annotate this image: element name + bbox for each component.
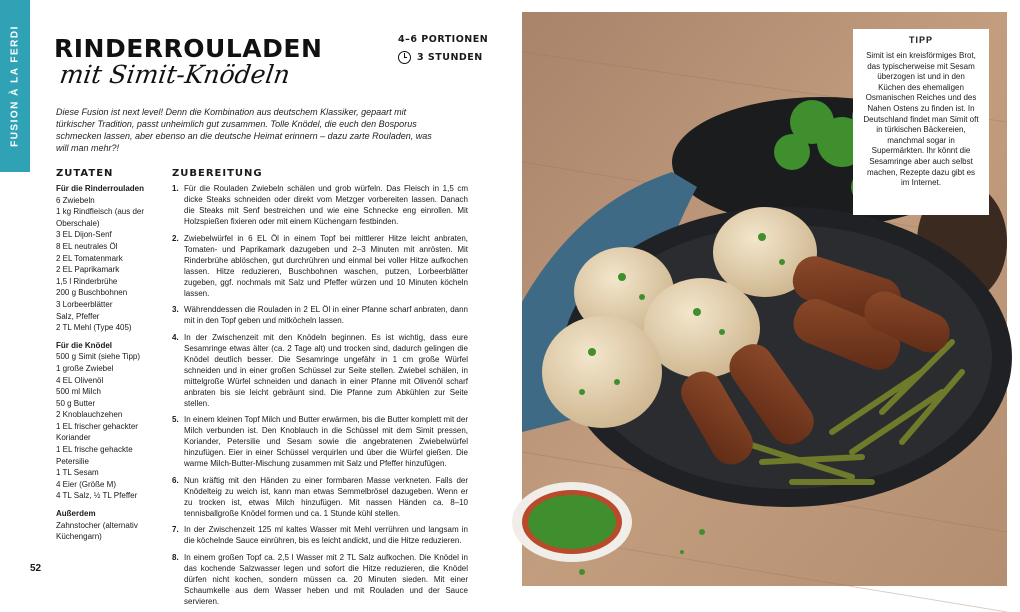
ingredient-item: 2 EL Tomatenmark [56,253,123,263]
time-label: 3 STUNDEN [417,51,483,63]
step-number: 5. [172,415,179,424]
ingredient-item: 1 TL Sesam [56,468,99,478]
ingredient-item: 1 große Zwiebel [56,363,114,373]
preparation-step [172,552,468,607]
chopped-parsley [528,495,616,549]
page-number: 52 [30,563,42,574]
ingredient-item: 200 g Buschbohnen [56,288,128,298]
recipe-title: RINDERROULADEN [54,34,323,63]
clock-icon [398,51,411,64]
intro-text: Diese Fusion ist next level! Denn die Kombination aus deutschem Klassiker, gepaart mit türkischer Tradition, passt unheimlich gut zusammen. Tolle Knödel, die euch den Bosporus schmecken lassen, aber ebenso an die deutsche Heimat erinnern – dazu zarte Rouladen, was will man mehr?! [56,107,432,153]
ingredient-item: 6 Zwiebeln [56,195,95,205]
step-text: In der Zwischenzeit 125 ml kaltes Wasser mit Mehl verrühren und langsam in die köchelnde Sauce einrühren, bis es leicht andickt, und die Hitze reduzieren. [184,525,468,545]
step-number: 7. [172,525,179,534]
ingredient-item: 2 Knoblauchzehen [56,410,123,420]
step-number: 1. [172,184,179,193]
step-text: Währenddessen die Rouladen in 2 EL Öl in einer Pfanne scharf anbraten, dann mit in den Topf geben und mitköcheln lassen. [184,305,468,325]
chapter-tab-label: FUSION À LA FERDI [9,25,21,147]
ingredient-item: 3 Lorbeerblätter [56,299,113,309]
preparation-step [172,332,468,409]
ingredient-item: 50 g Butter [56,398,96,408]
left-page [0,0,510,606]
preparation-step [172,304,468,326]
step-text: In einem großen Topf ca. 2,5 l Wasser mit 2 TL Salz aufkochen. Die Knödel in das kochende Salzwasser legen und sofort die Hitze reduzieren, die Knödel dürfen nicht kochen, sondern müssen ca. 20 Minuten sieden. Mit einer Schaumkelle aus dem Wasser heben und mit Rouladen und der Sauce servieren. [184,552,468,606]
ingredient-item: 1 EL frische gehackte Petersilie [56,445,133,466]
portions-label: 4–6 PORTIONEN [398,33,489,45]
ingredient-item: Zahnstocher (alternativ Küchengarn) [56,520,138,542]
ingredient-group-title: Außerdem [56,509,96,519]
preparation-step [172,524,468,546]
step-number: 6. [172,475,179,485]
step-number: 3. [172,305,179,314]
ingredient-group-title: Für die Knödel [56,340,112,350]
preparation-step [172,233,468,299]
ingredient-group-title: Für die Rinderrouladen [56,184,145,193]
recipe-meta [398,30,488,66]
preparation-step [172,475,468,519]
step-text: Zwiebelwürfel in 6 EL Öl in einem Topf bei mittlerer Hitze leicht anbraten, Tomaten- und Paprikamark dazugeben und 2–3 Minuten mit anrösten. Mit Rinderbrühe ablöschen, gut durchrühren und einmal bei voller Hitze aufkochen lassen. Hitze reduzieren, Buschbohnen waschen, putzen, Lorbeerblätter zugeben, ggf. nochmals mit Salz und Pfeffer würzen und 10 Minuten köcheln lassen. [184,233,468,298]
ingredients-list [56,183,164,543]
ingredient-item: 8 EL neutrales Öl [56,241,118,251]
preparation-step [172,414,468,469]
ingredient-item: 4 Eier (Größe M) [56,479,117,489]
ingredient-item: 3 EL Dijon-Senf [56,230,112,240]
step-text: Für die Rouladen Zwiebeln schälen und grob würfeln. Das Fleisch in 1,5 cm dicke Steaks schneiden oder direkt vom Metzger vorbereiten lassen. Danach die Steaks mit Senf bestreichen und wie eine Schnecke eng einrollen. Mit Holzspießen fixieren oder mit einem Küchengarn festbinden. [184,184,468,226]
time-row [398,48,488,66]
ingredient-item: 2 EL Paprikamark [56,265,120,275]
portions-row [398,30,488,48]
step-number: 2. [172,233,179,243]
step-text: In der Zwischenzeit mit den Knödeln beginnen. Es ist wichtig, dass eure Sesamringe etwas älter (ca. 2 Tage alt) und trocken sind, dadurch gelingen die Knödel deutlich besser. Die Sesamringe ungefähr in 1 cm große Würfel schneiden und in einer großen Schüssel zur Seite stellen. Zwiebel schälen, in mittelgroße Würfel schneiden und danach in einer Pfanne mit Olivenöl scharf anbraten bis sie leicht gebräunt sind. Die Pfanne zum Abkühlen zur Seite stellen. [184,332,468,408]
ingredient-item: 1 EL frischer gehackter Koriander [56,421,138,443]
ingredient-item: 2 TL Mehl (Type 405) [56,323,132,333]
step-number: 8. [172,552,179,562]
ingredient-item: 500 ml Milch [56,387,101,397]
step-text: Nun kräftig mit den Händen zu einer formbaren Masse verkneten. Falls der Knödelteig zu weich ist, kann man etwas Semmelbrösel dazugeben. Wenn er zu trocken ist, etwas Milch hinzufügen. Mit nassen Händen ca. 8–10 tennisballgroße Knödel formen und ca. 1 Stunde kühl stellen. [184,475,468,518]
preparation-step [172,183,468,227]
ingredient-item: 1,5 l Rinderbrühe [56,276,118,286]
step-number: 4. [172,332,179,342]
chapter-tab [0,0,30,172]
ingredient-item: 500 g Simit (siehe Tipp) [56,352,141,362]
tip-box [853,29,989,215]
preparation-heading: ZUBEREITUNG [172,168,263,179]
preparation-steps [172,183,468,612]
ingredient-item: 1 kg Rindfleisch (aus der Oberschale) [56,207,145,228]
tip-text: Simit ist ein kreisförmiges Brot, das typischerweise mit Sesam überzogen ist und in den Küchen des ehemaligen Osmanischen Reiches und des Nahen Ostens zu finden ist. In Deutschland findet man Simit oft in türkischen Bäckereien, manchmal sogar in Supermärkten. Ihr könnt die Sesamringe aber auch selbst machen, Rezepte dazu gibt es im Internet. [863,51,979,188]
recipe-subtitle: mit Simit-Knödeln [57,60,292,89]
ingredient-item: 4 EL Olivenöl [56,375,104,385]
ingredient-item: 4 TL Salz, ½ TL Pfeffer [56,491,138,501]
ingredient-item: Salz, Pfeffer [56,311,100,321]
tip-title: TIPP [908,35,933,45]
step-text: In einem kleinen Topf Milch und Butter erwärmen, bis die Butter komplett mit der Milch verbunden ist. Den Knoblauch in die Schüssel mit dem Simit pressen, Koriander, Petersilie und Sesam sowie die angebratenen Zwiebelwürfel hinzufügen. Eier in einer Schüssel verquirlen und über die Würfel gießen. Die warme Milch-Butter-Mischung zusammen mit Salz und Pfeffer hinzufügen. [184,415,468,468]
ingredients-heading: ZUTATEN [56,168,114,179]
